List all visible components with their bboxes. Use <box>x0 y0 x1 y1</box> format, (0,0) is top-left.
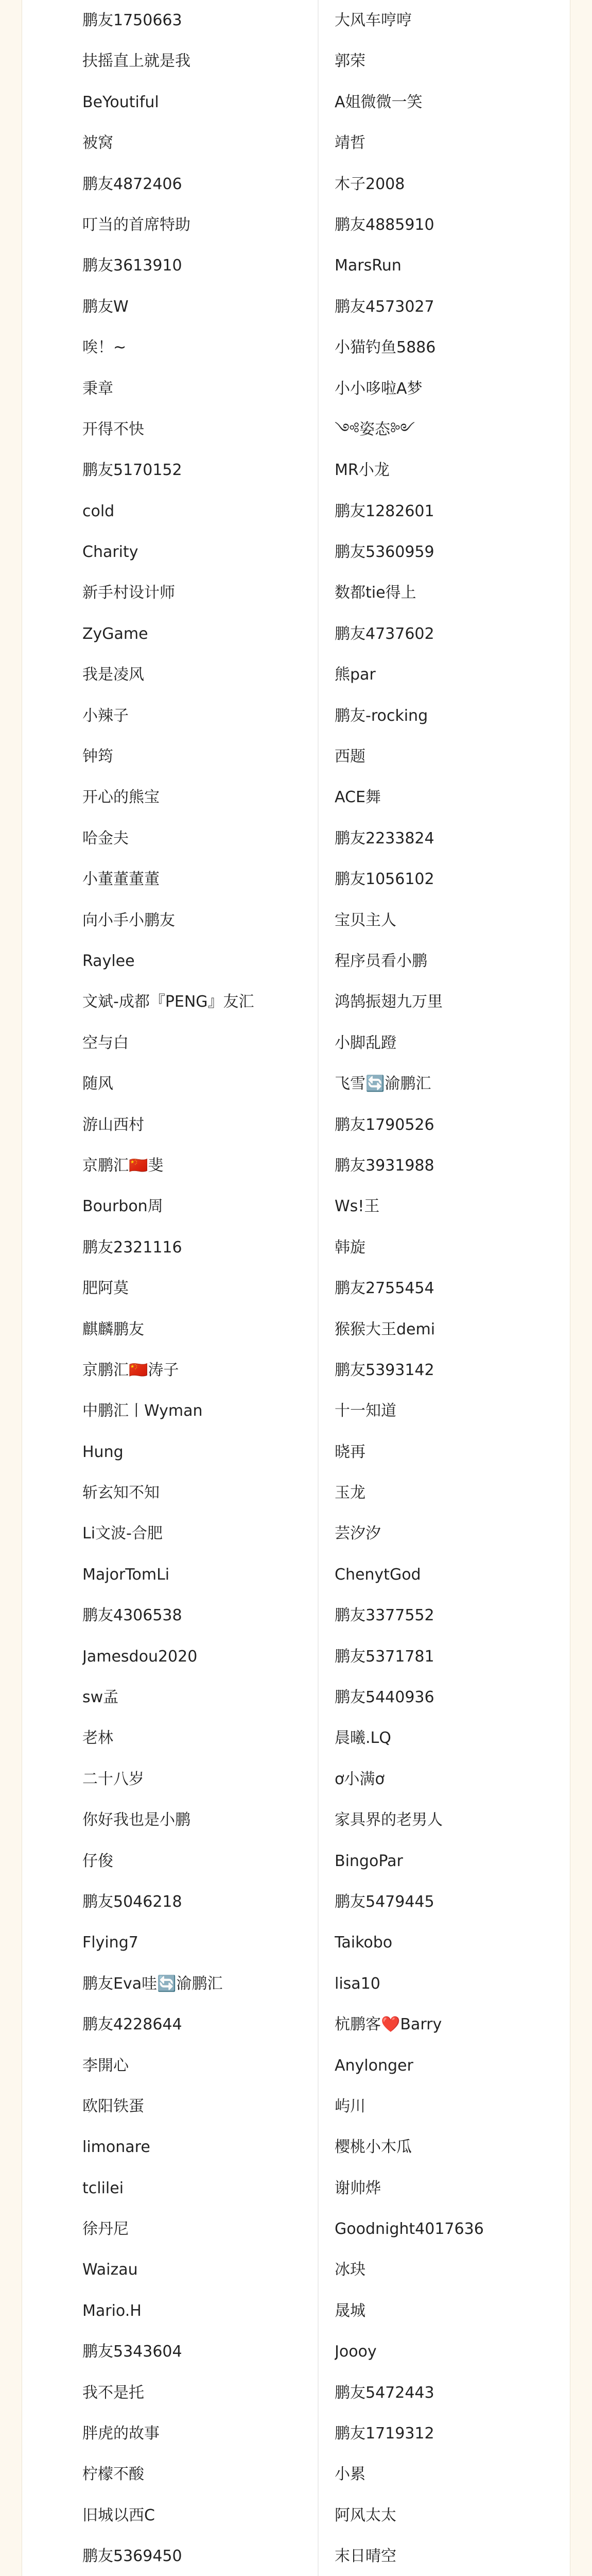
member-name: 谢帅烨 <box>335 2179 381 2197</box>
member-name: 鹏友5369450 <box>82 2547 182 2566</box>
member-name: 鸿鹄振翅九万里 <box>335 993 443 1011</box>
member-name: 鹏友4885910 <box>335 215 434 234</box>
member-name: ACE舞 <box>335 788 381 807</box>
member-name: ơ小满ơ <box>335 1770 385 1788</box>
member-name: 徐丹尼 <box>82 2220 129 2239</box>
member-name: 开心的熊宝 <box>82 788 160 807</box>
member-name: 二十八岁 <box>82 1770 144 1788</box>
member-name: 仔俊 <box>82 1852 113 1870</box>
member-name: 鹏友5360959 <box>335 543 434 562</box>
member-name: Mario.H <box>82 2301 142 2320</box>
member-name: Joooy <box>335 2343 377 2361</box>
member-name: Hung <box>82 1443 124 1461</box>
member-name: 小小哆啦A梦 <box>335 379 423 398</box>
member-name: 鹏友1282601 <box>335 502 434 520</box>
member-name: 小猫钓鱼5886 <box>335 338 436 357</box>
member-name: 鹏友4306538 <box>82 1606 182 1625</box>
member-name: 郭荣 <box>335 52 365 71</box>
member-name: 数都tie得上 <box>335 584 416 602</box>
member-name: 向小手小鹏友 <box>82 911 175 929</box>
member-name: 唉！~ <box>82 338 127 357</box>
left-name-column <box>82 0 288 2576</box>
member-name: 飞雪🔄渝鹏汇 <box>335 1075 431 1093</box>
member-name: 哈金夫 <box>82 829 129 848</box>
member-name: Bourbon周 <box>82 1197 163 1216</box>
member-name: BeYoutiful <box>82 93 159 111</box>
member-name: ZyGame <box>82 624 148 643</box>
member-name: 小董董董董 <box>82 870 160 889</box>
member-name: 空与白 <box>82 1033 129 1052</box>
member-name: 鹏友5393142 <box>335 1361 434 1379</box>
member-name: cold <box>82 502 115 520</box>
member-name: 末日晴空 <box>335 2547 396 2566</box>
member-name: 鹏友2321116 <box>82 1238 182 1257</box>
member-name: 鹏友Eva哇🔄渝鹏汇 <box>82 1974 223 1993</box>
member-name: Taikobo <box>335 1934 393 1952</box>
member-name: Jamesdou2020 <box>82 1647 198 1666</box>
member-name: limonare <box>82 2138 150 2157</box>
member-name: 旧城以西C <box>82 2506 155 2524</box>
member-name: 晟城 <box>335 2301 365 2320</box>
member-name: 我不是托 <box>82 2383 144 2402</box>
member-name: 被窝 <box>82 134 113 152</box>
member-name: Raylee <box>82 952 135 970</box>
member-name: 扶摇直上就是我 <box>82 52 190 71</box>
member-name: lisa10 <box>335 1974 380 1993</box>
member-name: 鹏友3931988 <box>335 1156 434 1175</box>
member-name: 西题 <box>335 748 365 766</box>
member-name: 大风车哼哼 <box>335 11 412 29</box>
member-name: 小累 <box>335 2465 365 2484</box>
member-name: 韩旋 <box>335 1238 365 1257</box>
member-name: Ws!王 <box>335 1197 380 1216</box>
member-name: 鹏友4872406 <box>82 175 182 193</box>
member-name: 游山西村 <box>82 1115 144 1134</box>
member-name: 鹏友1790526 <box>335 1115 434 1134</box>
member-name: 芸汐汐 <box>335 1524 381 1543</box>
member-name: Li文波-合肥 <box>82 1524 163 1543</box>
member-name: A姐微微一笑 <box>335 93 423 111</box>
member-name: 鹏友1719312 <box>335 2425 434 2443</box>
member-name: 十一知道 <box>335 1402 396 1420</box>
member-name: 柠檬不酸 <box>82 2465 144 2484</box>
member-name: 随风 <box>82 1075 113 1093</box>
member-name: 鹏友1750663 <box>82 11 182 29</box>
member-name: 鹏友5479445 <box>335 1892 434 1911</box>
member-name: 程序员看小鹏 <box>335 952 427 970</box>
member-name: 鹏友3377552 <box>335 1606 434 1625</box>
member-name: ༺姿态༻ <box>335 420 415 438</box>
member-name: 钟筠 <box>82 748 113 766</box>
member-name: 鹏友5343604 <box>82 2343 182 2361</box>
member-name: 杭鹏客❤️Barry <box>335 2015 442 2034</box>
member-name: 鹏友W <box>82 297 129 316</box>
member-name: 鹏友3613910 <box>82 257 182 275</box>
member-name: 你好我也是小鹏 <box>82 1811 190 1829</box>
member-name: 木子2008 <box>335 175 405 193</box>
member-name: 宝贝主人 <box>335 911 396 929</box>
member-name: 鹏友4573027 <box>335 297 434 316</box>
member-name: 叮当的首席特助 <box>82 215 190 234</box>
member-name: 玉龙 <box>335 1484 365 1502</box>
member-name: 麒麟鹏友 <box>82 1320 144 1338</box>
member-name: 鹏友-rocking <box>335 706 428 725</box>
member-name: MR小龙 <box>335 461 390 480</box>
member-name: 家具界的老男人 <box>335 1811 443 1829</box>
member-name: 小脚乱蹬 <box>335 1033 396 1052</box>
member-name: BingoPar <box>335 1852 403 1870</box>
member-name: ChenytGod <box>335 1565 421 1584</box>
member-name: 鹏友5046218 <box>82 1892 182 1911</box>
member-name: 李開心 <box>82 2056 129 2075</box>
member-name: Waizau <box>82 2261 138 2279</box>
member-name: 鹏友2755454 <box>335 1279 434 1298</box>
member-name: 欧阳铁蛋 <box>82 2097 144 2115</box>
member-name: 靖哲 <box>335 134 365 152</box>
member-name: Goodnight4017636 <box>335 2220 484 2239</box>
member-name: 鹏友2233824 <box>335 829 434 848</box>
member-name: 小辣子 <box>82 706 129 725</box>
member-name: 中鹏汇丨Wyman <box>82 1402 203 1420</box>
member-name: 开得不快 <box>82 420 144 438</box>
member-name: 京鹏汇🇨🇳斐 <box>82 1156 164 1175</box>
member-name: MajorTomLi <box>82 1565 170 1584</box>
member-name: 阿风太太 <box>335 2506 396 2524</box>
member-name: 猴猴大王demi <box>335 1320 436 1338</box>
column-divider <box>318 0 319 2576</box>
member-name: 鹏友5371781 <box>335 1647 434 1666</box>
member-name: 胖虎的故事 <box>82 2425 160 2443</box>
member-name: 晨曦.LQ <box>335 1729 391 1748</box>
member-name: 新手村设计师 <box>82 584 175 602</box>
member-name: 鹏友5472443 <box>335 2383 434 2402</box>
member-name: 鹏友4228644 <box>82 2015 182 2034</box>
member-name: 秉章 <box>82 379 113 398</box>
member-name: 我是凌风 <box>82 666 144 684</box>
member-name: 鹏友5170152 <box>82 461 182 480</box>
member-name: 鹏友1056102 <box>335 870 434 889</box>
member-name: Flying7 <box>82 1934 138 1952</box>
member-name: 肥阿莫 <box>82 1279 129 1298</box>
member-name: 鹏友5440936 <box>335 1688 434 1707</box>
member-name: tclilei <box>82 2179 124 2197</box>
member-name: 冰玦 <box>335 2261 365 2279</box>
member-name: sw孟 <box>82 1688 119 1707</box>
member-name: 文斌-成都『PENG』友汇 <box>82 993 254 1011</box>
member-name: 屿川 <box>335 2097 365 2115</box>
member-name: MarsRun <box>335 257 402 275</box>
member-name: 老林 <box>82 1729 113 1748</box>
member-name: 熊par <box>335 666 376 684</box>
member-name: 京鹏汇🇨🇳涛子 <box>82 1361 179 1379</box>
member-name: Anylonger <box>335 2056 413 2075</box>
member-name: 鹏友4737602 <box>335 624 434 643</box>
member-name: 斩玄知不知 <box>82 1484 160 1502</box>
right-name-column <box>335 0 551 2576</box>
member-name: 樱桃小木瓜 <box>335 2138 412 2157</box>
member-name: 晓再 <box>335 1443 365 1461</box>
member-name: Charity <box>82 543 138 562</box>
